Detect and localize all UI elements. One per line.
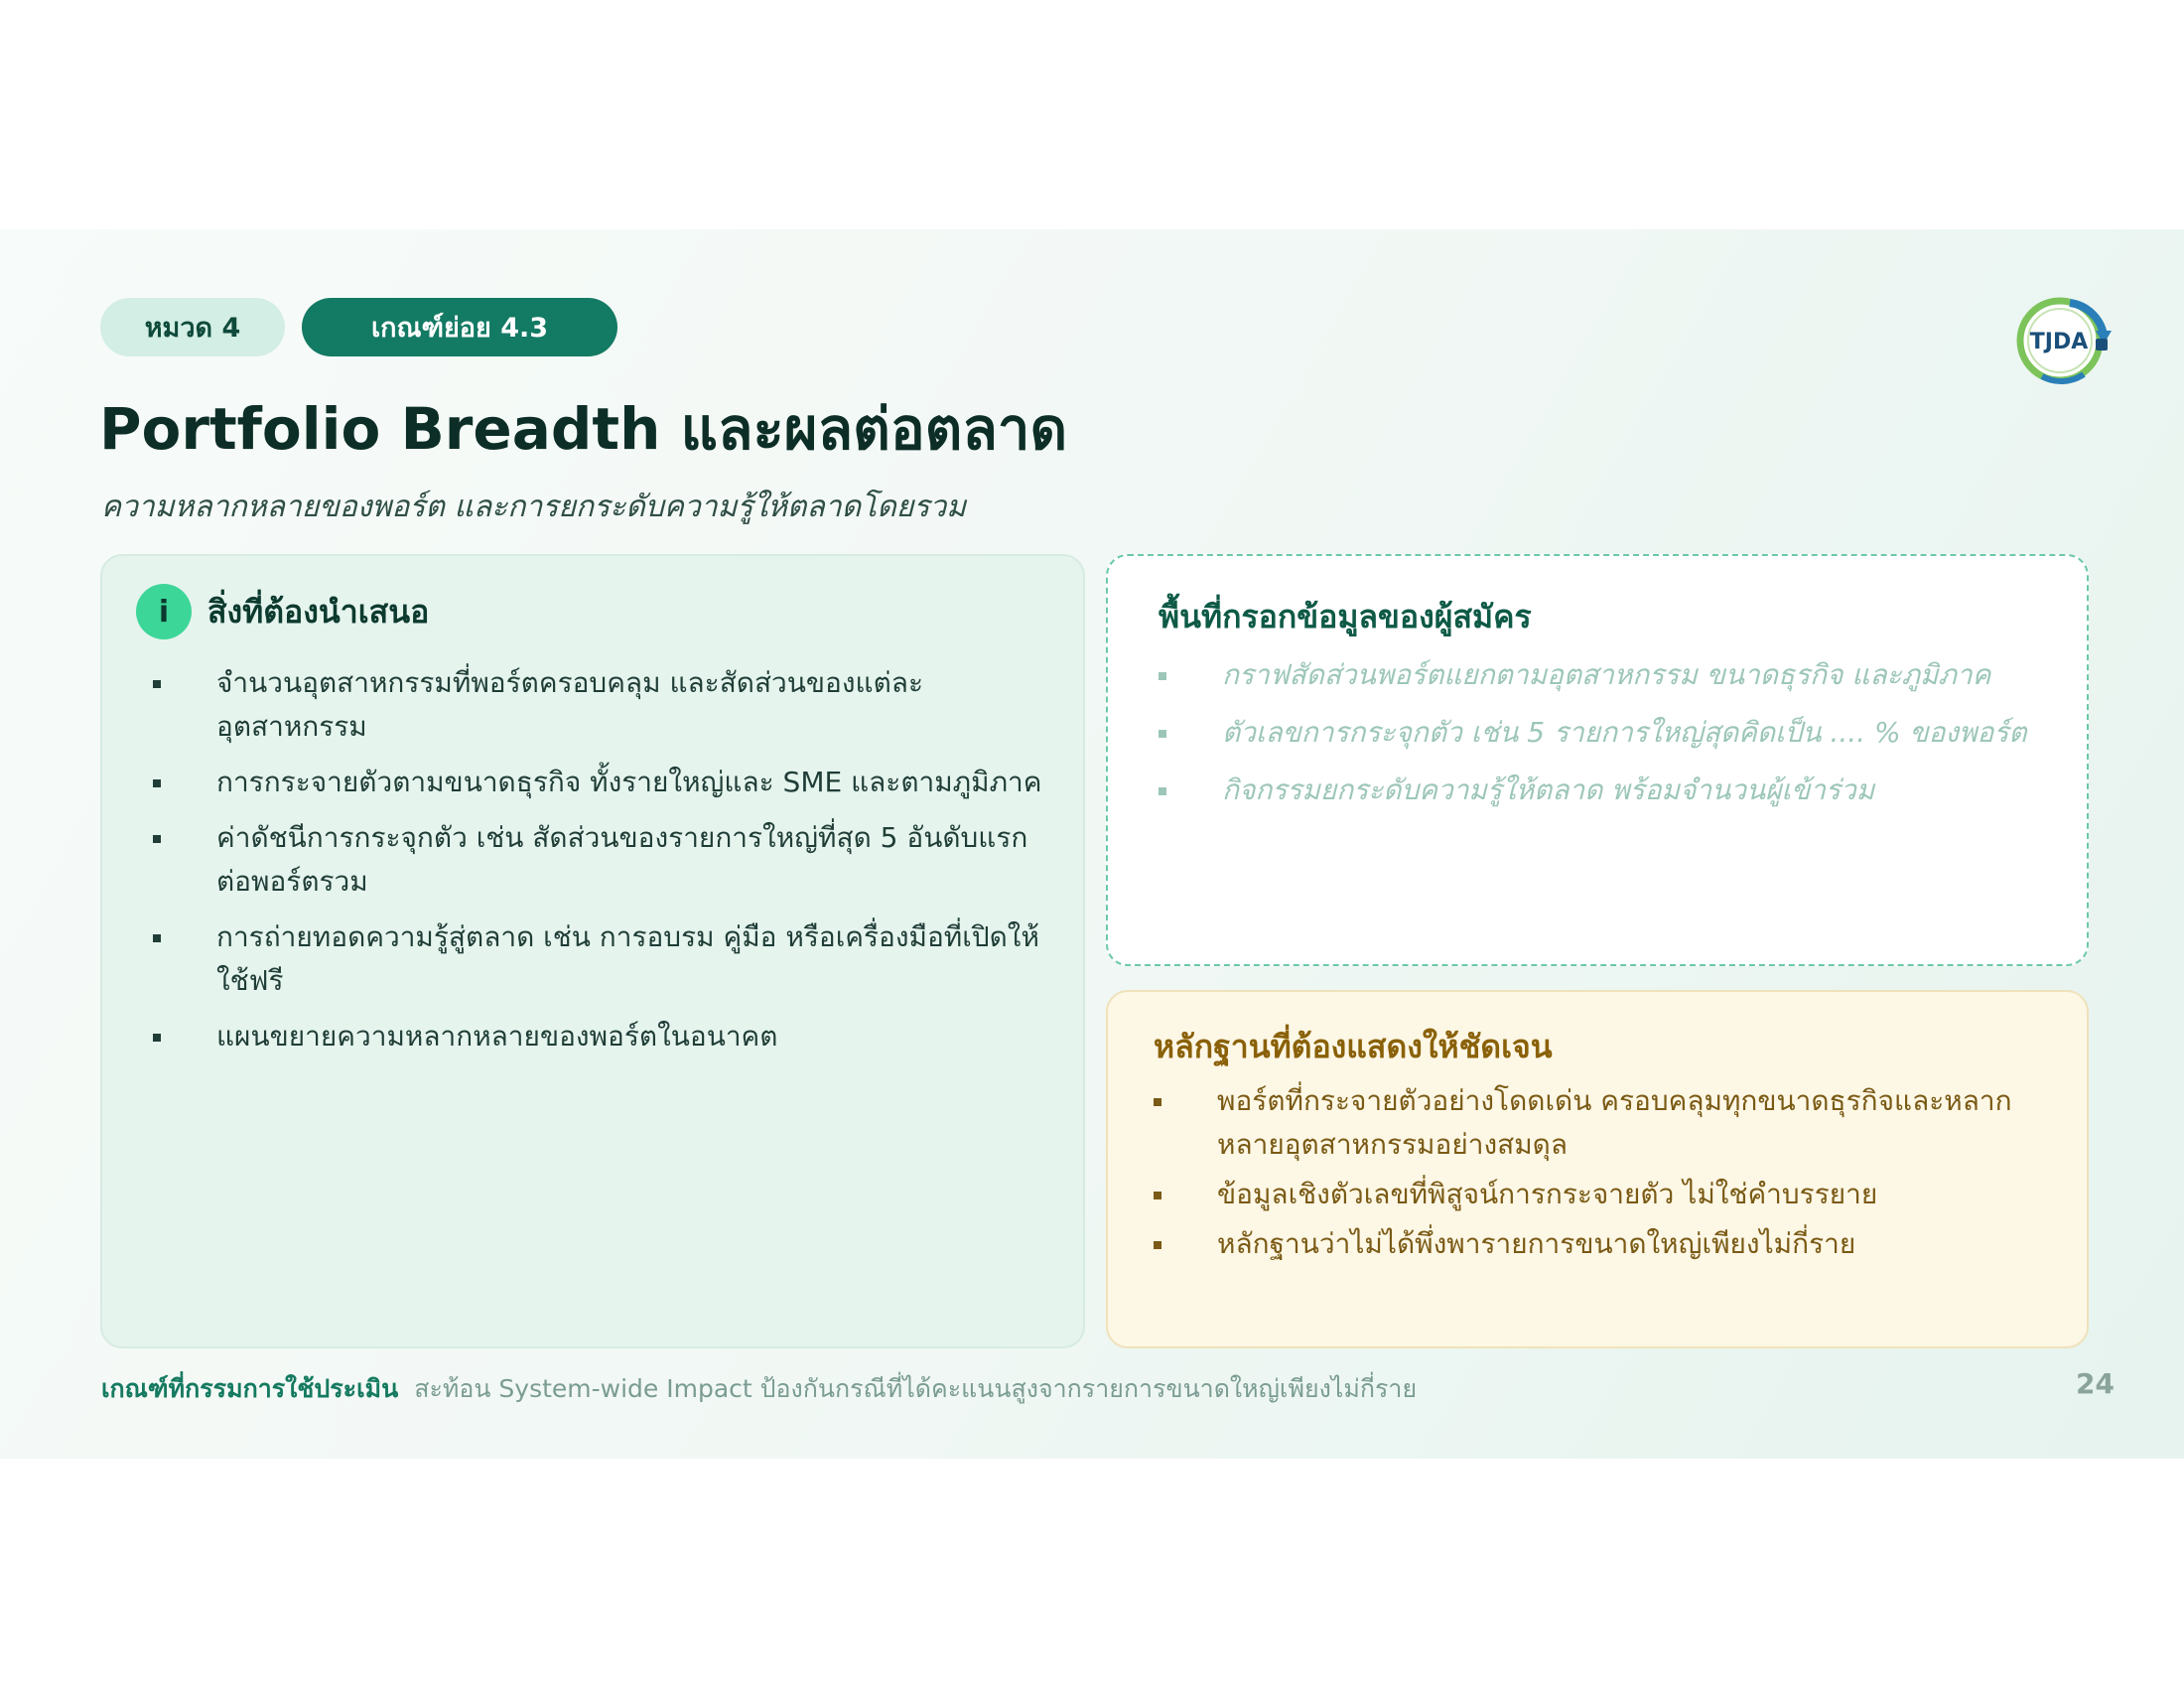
list-item: ตัวเลขการกระจุกตัว เช่น 5 รายการใหญ่สุดคิดเป็น .... % ของพอร์ต	[1159, 711, 2032, 755]
present-card-title: สิ่งที่ต้องนำเสนอ	[207, 592, 430, 631]
list-item: ค่าดัชนีการกระจุกตัว เช่น สัดส่วนของรายการใหญ่ที่สุด 5 อันดับแรกต่อพอร์ตรวม	[153, 816, 1046, 904]
applicant-input-title: พื้นที่กรอกข้อมูลของผู้สมัคร	[1159, 598, 1532, 635]
present-card-header	[136, 584, 429, 639]
slide	[0, 229, 2184, 1459]
criterion-badge: เกณฑ์ย่อย 4.3	[302, 298, 617, 356]
list-item: จำนวนอุตสาหกรรมที่พอร์ตครอบคลุม และสัดส่วนของแต่ละอุตสาหกรรม	[153, 661, 1046, 749]
evidence-title: หลักฐานที่ต้องแสดงให้ชัดเจน	[1154, 1028, 1553, 1065]
footer	[101, 1369, 1417, 1409]
present-list	[153, 661, 1046, 1070]
info-icon: i	[136, 584, 192, 639]
present-card	[100, 554, 1085, 1348]
applicant-input-card[interactable]	[1106, 554, 2089, 966]
list-item: กิจกรรมยกระดับความรู้ให้ตลาด พร้อมจำนวนผู้เข้าร่วม	[1159, 769, 2032, 812]
applicant-input-list	[1159, 653, 2032, 826]
logo-text: TJDA	[2029, 330, 2089, 354]
category-badge: หมวด 4	[100, 298, 285, 356]
list-item: กราฟสัดส่วนพอร์ตแยกตามอุตสาหกรรม ขนาดธุรกิจ และภูมิภาค	[1159, 653, 2032, 697]
page-number: 24	[2076, 1367, 2115, 1400]
list-item: แผนขยายความหลากหลายของพอร์ตในอนาคต	[153, 1015, 1046, 1058]
list-item: พอร์ตที่กระจายตัวอย่างโดดเด่น ครอบคลุมทุกขนาดธุรกิจและหลากหลายอุตสาหกรรมอย่างสมดุล	[1154, 1079, 2047, 1167]
tjda-award-logo-icon	[2012, 291, 2112, 390]
list-item: หลักฐานว่าไม่ได้พึ่งพารายการขนาดใหญ่เพียงไม่กี่ราย	[1154, 1222, 2047, 1266]
list-item: ข้อมูลเชิงตัวเลขที่พิสูจน์การกระจายตัว ไม่ใช่คำบรรยาย	[1154, 1173, 2047, 1216]
evidence-card	[1106, 990, 2089, 1348]
page-title: Portfolio Breadth และผลต่อตลาด	[99, 395, 1068, 463]
footer-label: เกณฑ์ที่กรรมการใช้ประเมิน	[101, 1374, 399, 1403]
evidence-list	[1154, 1079, 2047, 1272]
list-item: การกระจายตัวตามขนาดธุรกิจ ทั้งรายใหญ่และ SME และตามภูมิภาค	[153, 761, 1046, 804]
list-item: การถ่ายทอดความรู้สู่ตลาด เช่น การอบรม คู่มือ หรือเครื่องมือที่เปิดให้ใช้ฟรี	[153, 915, 1046, 1003]
footer-text: สะท้อน System-wide Impact ป้องกันกรณีที่ได้คะแนนสูงจากรายการขนาดใหญ่เพียงไม่กี่ราย	[414, 1374, 1418, 1403]
evidence-header	[1154, 1022, 1553, 1072]
applicant-input-header	[1159, 592, 1532, 642]
page-subtitle: ความหลากหลายของพอร์ต และการยกระดับความรู้ให้ตลาดโดยรวม	[101, 490, 967, 524]
